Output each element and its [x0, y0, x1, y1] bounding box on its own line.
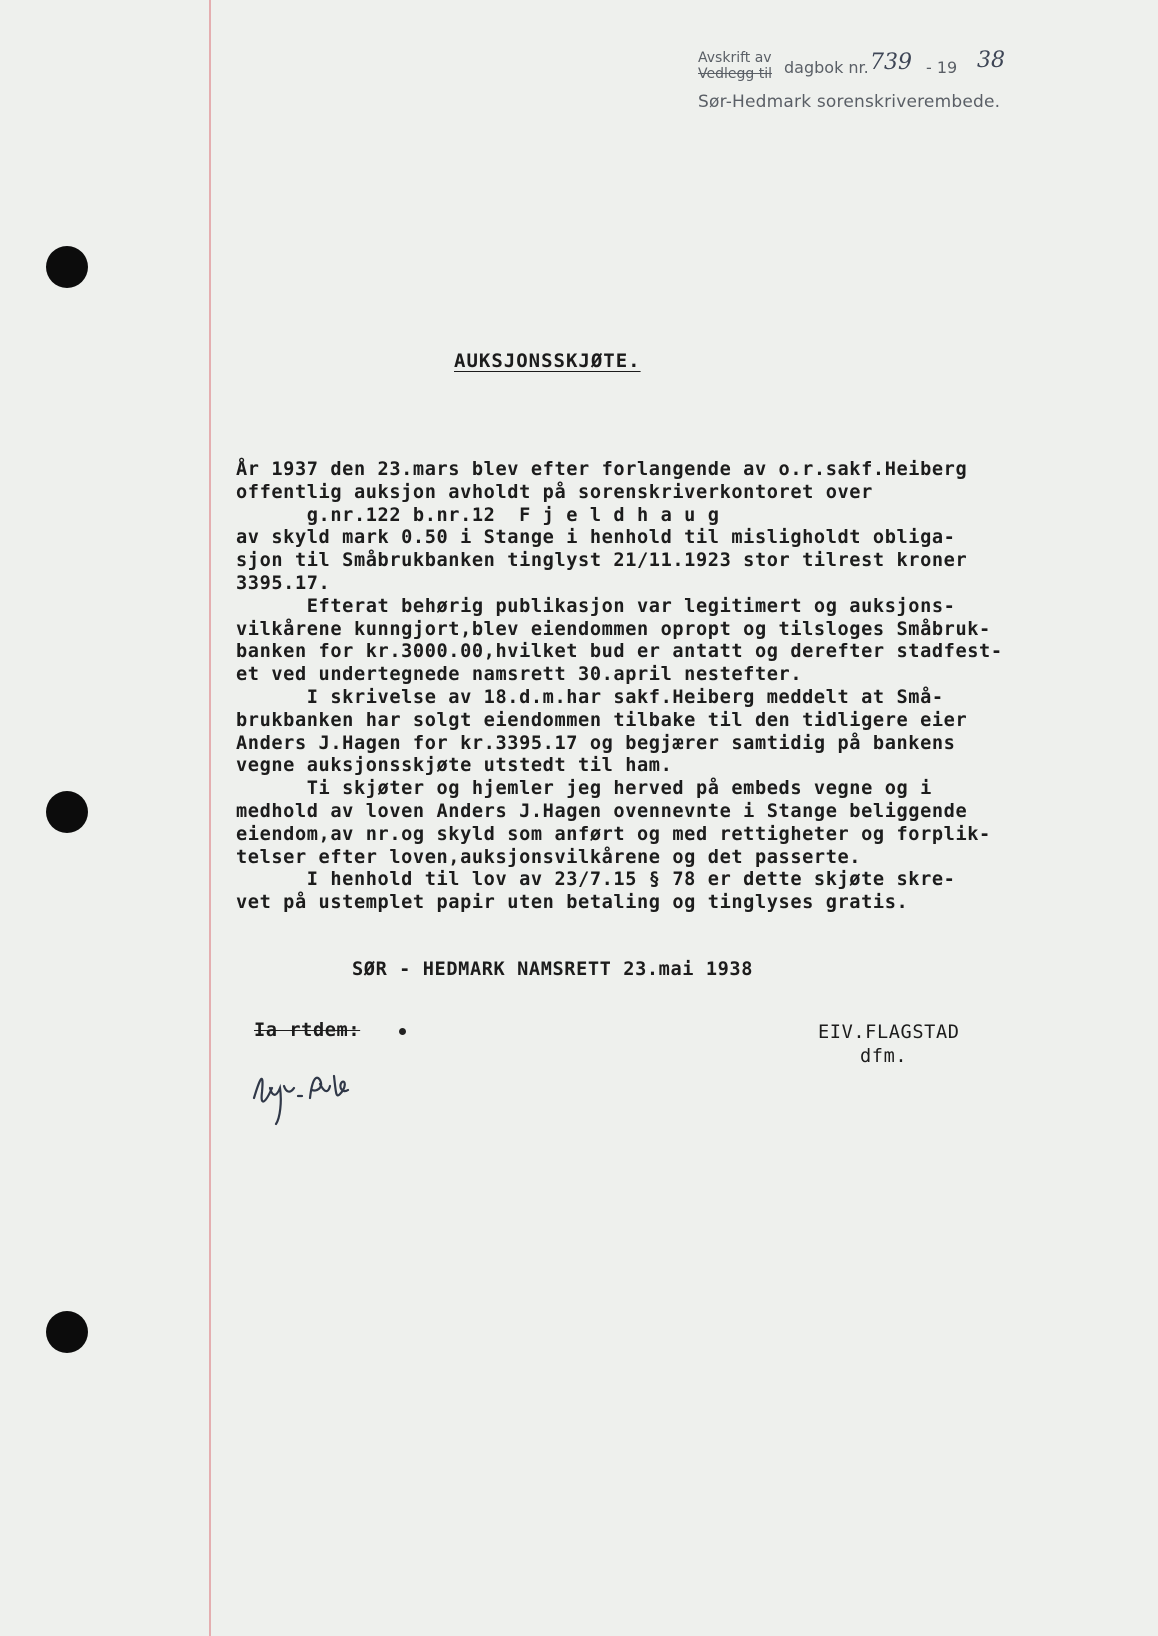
- body-line: medhold av loven Anders J.Hagen ovennevnte i Stange beliggende: [236, 800, 968, 822]
- signer-block: [818, 1021, 960, 1069]
- body-line: g.nr.122 b.nr.12 F j e l d h a u g: [236, 504, 720, 526]
- body-line: brukbanken har solgt eiendommen tilbake til den tidligere eier: [236, 709, 968, 731]
- body-line: banken for kr.3000.00,hvilket bud er antatt og derefter stadfest-: [236, 641, 1003, 663]
- body-line: sjon til Småbrukbanken tinglyst 21/11.1923 stor tilrest kroner: [236, 550, 968, 572]
- punch-hole-middle: [46, 791, 88, 833]
- body-line: et ved undertegnede namsrett 30.april nestefter.: [236, 664, 803, 686]
- stamp-number: 739: [870, 50, 912, 75]
- punch-hole-top: [46, 246, 88, 288]
- body-line: 3395.17.: [236, 572, 331, 594]
- body-line: Efterat behørig publikasjon var legitimert og auksjons-: [236, 595, 956, 617]
- office-stamp: [698, 48, 1098, 112]
- body-line: eiendom,av nr.og skyld som anført og med rettigheter og forplik-: [236, 823, 991, 845]
- stamp-year-prefix: - 19: [926, 58, 958, 77]
- stamp-prefix: Avskrift av: [698, 50, 772, 66]
- stamp-journal: dagbok nr.: [784, 58, 869, 77]
- body-line: vegne auksjonsskjøte utstedt til ham.: [236, 755, 673, 777]
- stamp-year-suffix: 38: [977, 48, 1005, 73]
- body-line: av skyld mark 0.50 i Stange i henhold til misligholdt obliga-: [236, 527, 956, 549]
- body-line: I skrivelse av 18.d.m.har sakf.Heiberg meddelt at Små-: [236, 686, 944, 708]
- witness-label-text: Ia rtdem:: [254, 1020, 361, 1041]
- body-line: offentlig auksjon avholdt på sorenskriverkontoret over: [236, 481, 873, 503]
- body-line: vilkårene kunngjort,blev eiendommen opropt og tilsloges Småbruk-: [236, 618, 991, 640]
- document-body: [236, 459, 1116, 915]
- body-line: Anders J.Hagen for kr.3395.17 og begjærer samtidig på bankens: [236, 732, 956, 754]
- witness-label: [254, 1020, 360, 1041]
- signer-name: EIV.FLAGSTAD: [818, 1022, 960, 1043]
- signer-title: dfm.: [860, 1046, 908, 1067]
- body-line: År 1937 den 23.mars blev efter forlangende av o.r.sakf.Heiberg: [236, 459, 968, 480]
- punch-hole-bottom: [46, 1311, 88, 1353]
- document-title: AUKSJONSSKJØTE.: [454, 350, 641, 372]
- margin-rule: [209, 0, 211, 1636]
- body-line: Ti skjøter og hjemler jeg herved på embeds vegne og i: [236, 778, 932, 800]
- body-line: telser efter loven,auksjonsvilkårene og det passerte.: [236, 846, 862, 868]
- stamp-office: Sør-Hedmark sorenskriverembede.: [698, 92, 1001, 112]
- stamp-struck-text: Vedlegg til: [698, 66, 772, 82]
- body-line: I henhold til lov av 23/7.15 § 78 er dette skjøte skre-: [236, 869, 956, 891]
- body-line: vet på ustemplet papir uten betaling og tinglyses gratis.: [236, 892, 909, 914]
- court-dateline: SØR - HEDMARK NAMSRETT 23.mai 1938: [352, 959, 754, 980]
- handwritten-signature: [250, 1058, 380, 1128]
- ink-dot: [399, 1028, 406, 1035]
